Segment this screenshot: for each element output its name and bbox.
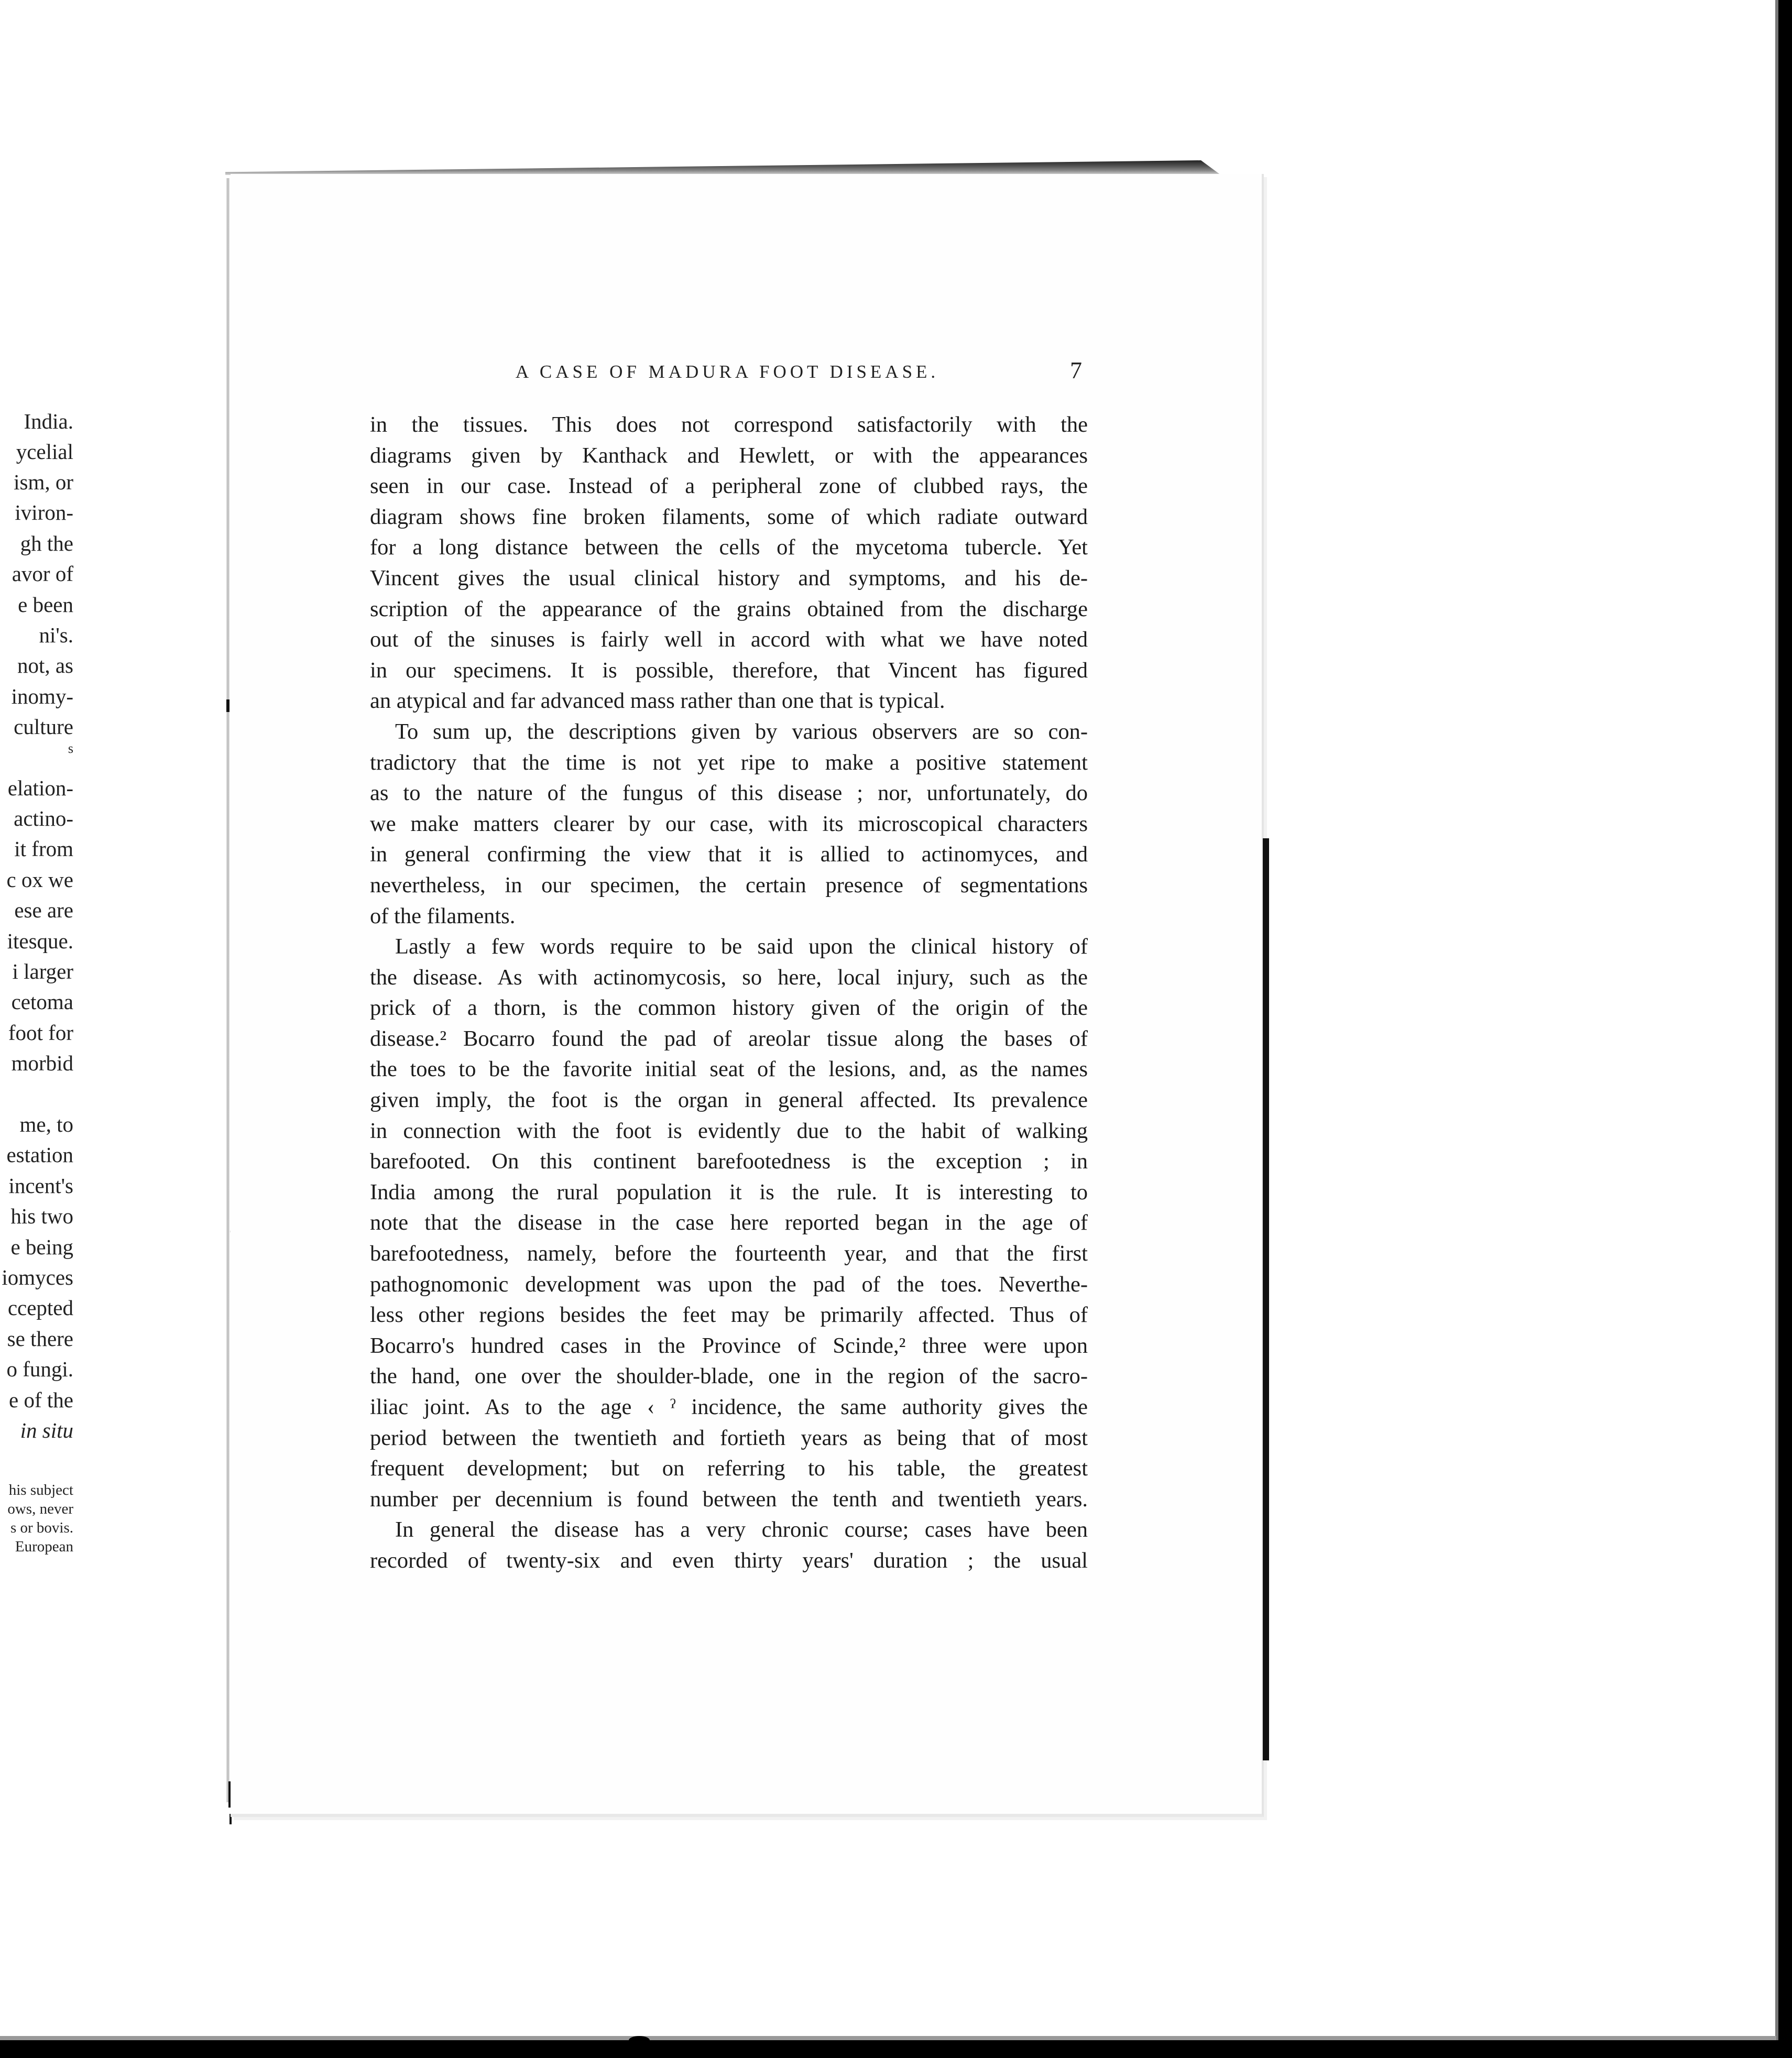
text-line: given imply, the foot is the organ in general affected. Its prevalence <box>370 1088 1088 1113</box>
left-page-line: c ox we <box>6 868 73 892</box>
text-line: pathognomonic development was upon the pad of the toes. Neverthe- <box>370 1272 1088 1297</box>
left-page-line: it from <box>14 837 73 861</box>
left-page-line: e of the <box>9 1388 73 1412</box>
left-page-line: cetoma <box>11 990 73 1014</box>
text-line: Vincent gives the usual clinical history and symptoms, and his de- <box>370 565 1088 590</box>
left-page-line: elation- <box>7 776 73 800</box>
text-line: as to the nature of the fungus of this disease ; nor, unfortunately, do <box>370 781 1088 806</box>
text-line: prick of a thorn, is the common history given of the origin of the <box>370 995 1088 1021</box>
page-top-edge <box>225 160 1221 175</box>
text-line: less other regions besides the feet may be primarily affected. Thus of <box>370 1302 1088 1328</box>
left-page-line: iviron- <box>15 500 73 524</box>
text-line: for a long distance between the cells of the mycetoma tubercle. Yet <box>370 535 1088 560</box>
text-line: seen in our case. Instead of a peripheral zone of clubbed rays, the <box>370 474 1088 499</box>
left-page-line: me, to <box>19 1112 73 1136</box>
text-line: recorded of twenty-six and even thirty years' duration ; the usual <box>370 1548 1088 1573</box>
left-page-line: incent's <box>8 1174 73 1198</box>
text-line: diagrams given by Kanthack and Hewlett, or with the appearances <box>370 443 1088 468</box>
scan-border-bottom-shade <box>0 2036 1776 2040</box>
left-page-footnote: European <box>15 1538 73 1555</box>
running-head: A CASE OF MADURA FOOT DISEASE. <box>515 362 939 382</box>
left-page-line: ism, or <box>14 470 73 494</box>
page-number: 7 <box>1070 357 1082 384</box>
text-line: the disease. As with actinomycosis, so here, local injury, such as the <box>370 965 1088 990</box>
left-page-line: se there <box>7 1327 73 1351</box>
text-line: the toes to be the favorite initial seat of the lesions, and, as the names <box>370 1057 1088 1082</box>
text-line: the hand, one over the shoulder-blade, one in the region of the sacro- <box>370 1364 1088 1389</box>
text-line: disease.² Bocarro found the pad of areolar tissue along the bases of <box>370 1026 1088 1051</box>
left-page-line: avor of <box>12 562 73 586</box>
left-facing-page <box>0 0 231 2058</box>
left-page-line: iomyces <box>2 1265 73 1289</box>
text-line: in general confirming the view that it is allied to actinomyces, and <box>370 842 1088 867</box>
text-line: barefooted. On this continent barefootedness is the exception ; in <box>370 1149 1088 1174</box>
text-line: note that the disease in the case here reported began in the age of <box>370 1210 1088 1235</box>
left-page-line: culture <box>14 715 73 739</box>
left-page-line: not, as <box>17 653 73 677</box>
left-page-line: ni's. <box>39 623 73 647</box>
scan-notch <box>629 2036 650 2044</box>
left-page-line: e been <box>18 593 73 617</box>
left-page-line: ccepted <box>7 1296 73 1320</box>
left-page-line: his two <box>10 1204 73 1228</box>
left-page-footnote: s or bovis. <box>10 1519 73 1536</box>
text-line: iliac joint. As to the age ‹ ˀ incidence, the same authority gives the <box>370 1395 1088 1419</box>
text-line: barefootedness, namely, before the fourteenth year, and that the first <box>370 1241 1088 1266</box>
text-line: scription of the appearance of the grains obtained from the discharge <box>370 596 1088 621</box>
text-line: Bocarro's hundred cases in the Province of Scinde,² three were upon <box>370 1333 1088 1358</box>
left-page-line: foot for <box>8 1021 73 1045</box>
text-line: out of the sinuses is fairly well in accord with what we have noted <box>370 627 1088 652</box>
left-page-line: India. <box>24 409 73 433</box>
text-line: number per decennium is found between the tenth and twentieth years. <box>370 1486 1088 1512</box>
book-gutter <box>226 178 230 1802</box>
left-page-line: gh the <box>20 531 73 555</box>
text-line: an atypical and far advanced mass rather than one that is typical. <box>370 688 945 714</box>
left-page-line: morbid <box>11 1051 73 1075</box>
left-page-line: ycelial <box>16 440 73 464</box>
text-line: frequent development; but on referring to his table, the greatest <box>370 1456 1088 1481</box>
gutter-mark <box>226 699 230 712</box>
left-page-line: i larger <box>12 959 73 983</box>
left-page-line: estation <box>6 1143 73 1167</box>
text-line: of the filaments. <box>370 903 516 928</box>
left-page-line: o fungi. <box>6 1357 73 1381</box>
left-page-line: actino- <box>14 806 73 830</box>
body-text <box>370 410 1088 1577</box>
text-line: in connection with the foot is evidently due to the habit of walking <box>370 1118 1088 1143</box>
left-page-line: inomy- <box>11 684 73 708</box>
page-edge-shadow <box>1263 838 1269 1760</box>
left-page-footnote: ows, never <box>7 1501 73 1517</box>
left-page-line: s <box>68 741 73 756</box>
left-page-line: ese are <box>14 898 73 922</box>
text-line: In general the disease has a very chronic course; cases have been <box>395 1517 1088 1542</box>
text-line: period between the twentieth and fortieth years as being that of most <box>370 1425 1088 1450</box>
scan-border-bottom <box>0 2040 1792 2058</box>
left-page-footnote: his subject <box>8 1482 73 1498</box>
text-line: nevertheless, in our specimen, the certain presence of segmentations <box>370 872 1088 897</box>
text-line: tradictory that the time is not yet ripe to make a positive statement <box>370 750 1088 775</box>
text-line: in the tissues. This does not correspond satisfactorily with the <box>370 412 1088 437</box>
text-line: we make matters clearer by our case, with its microscopical characters <box>370 811 1088 836</box>
scan-border-right <box>1778 0 1792 2058</box>
left-page-line: e being <box>10 1235 73 1259</box>
text-line: in our specimens. It is possible, therefore, that Vincent has figured <box>370 658 1088 683</box>
text-line: To sum up, the descriptions given by various observers are so con- <box>395 719 1088 744</box>
left-page-line: in situ <box>20 1418 73 1442</box>
text-line: diagram shows fine broken filaments, some of which radiate outward <box>370 504 1088 529</box>
text-line: Lastly a few words require to be said upon the clinical history of <box>395 934 1088 959</box>
left-page-line: itesque. <box>7 929 73 953</box>
text-line: India among the rural population it is the rule. It is interesting to <box>370 1179 1088 1205</box>
